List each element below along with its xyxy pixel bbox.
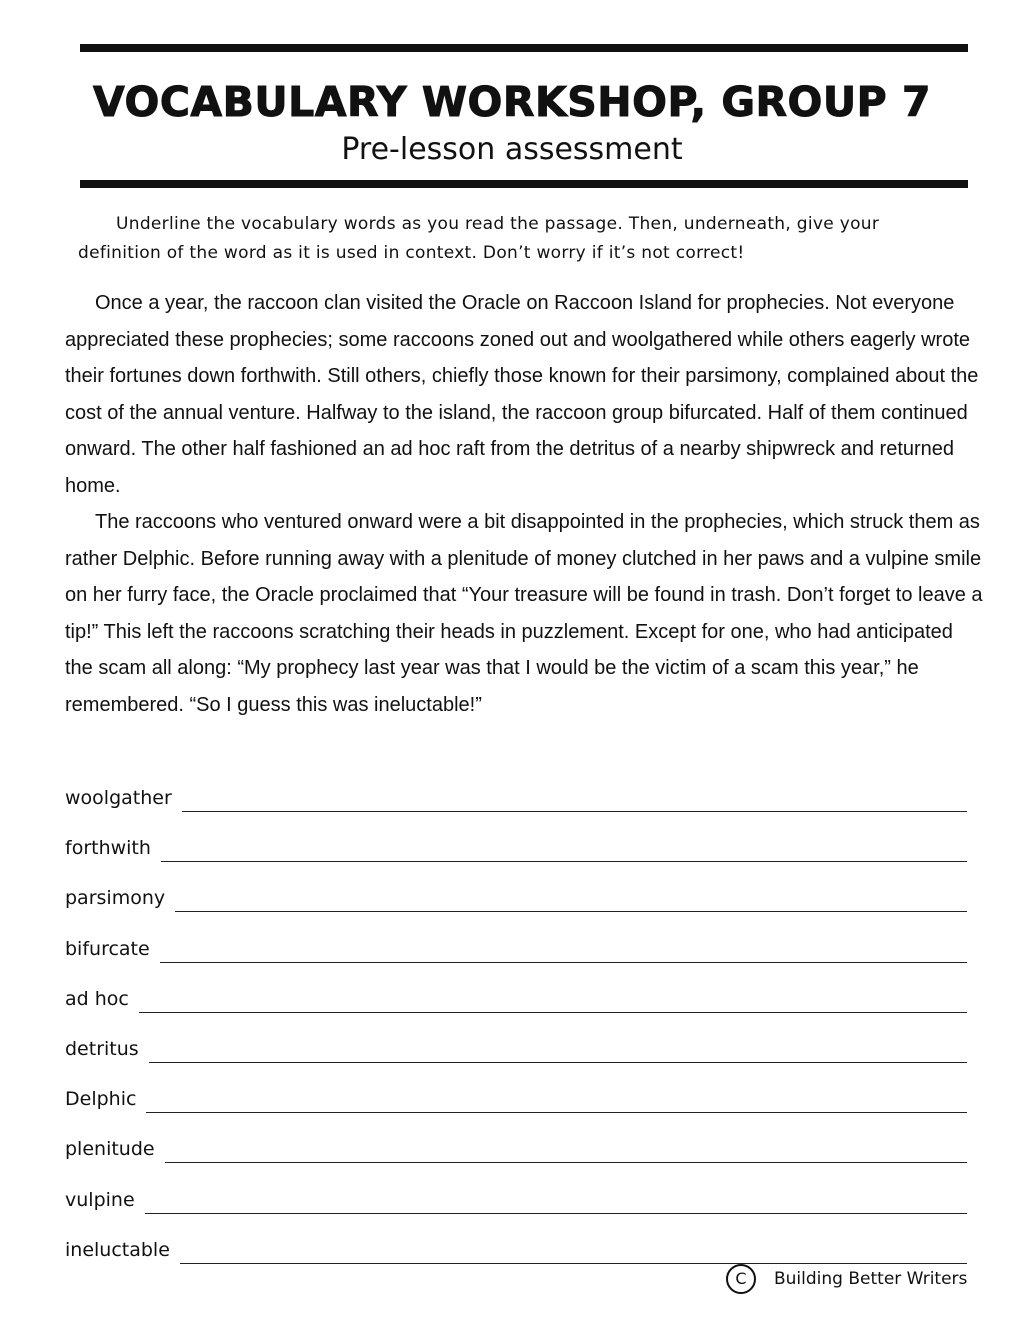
vocab-row-forthwith [65, 824, 975, 862]
reading-passage [65, 285, 983, 723]
definition-answer-line[interactable] [180, 1239, 967, 1264]
definition-answer-line[interactable] [182, 787, 967, 812]
definition-answer-line[interactable] [139, 988, 967, 1013]
definition-answer-line[interactable] [160, 938, 967, 963]
vocab-word: vulpine [65, 1188, 135, 1211]
instructions: Underline the vocabulary words as you read the passage. Then, underneath, give your definition of the word as it is used in context. Don’t worry if it’s not correct! [78, 214, 880, 263]
definition-answer-line[interactable] [146, 1088, 967, 1113]
definition-answer-line[interactable] [161, 837, 967, 862]
vocab-word: Delphic [65, 1088, 137, 1111]
passage-paragraph: Once a year, the raccoon clan visited the Oracle on Raccoon Island for prophecies. Not everyone appreciated these prophecies; some raccoons zoned out and woolgathered while others eagerly wrote their fortunes down forthwith. Still others, chiefly those known for their parsimony, complained about the cost of the annual venture. Halfway to the island, the raccoon group bifurcated. Half of them continued onward. The other half fashioned an ad hoc raft from the detritus of a nearby shipwreck and returned home. [65, 292, 979, 497]
definition-answer-line[interactable] [149, 1038, 967, 1063]
vocab-word: forthwith [65, 837, 151, 860]
vocab-word: parsimony [65, 887, 166, 910]
vocab-row-plenitude [65, 1125, 975, 1163]
vocab-row-woolgather [65, 774, 975, 812]
definition-answer-line[interactable] [175, 887, 967, 912]
vocab-row-delphic [65, 1075, 975, 1113]
header-bottom-rule [80, 180, 968, 188]
vocab-row-ineluctable [65, 1226, 975, 1264]
page-subtitle: Pre-lesson assessment [341, 132, 683, 167]
vocab-word: detritus [65, 1037, 139, 1060]
header-top-rule [80, 44, 968, 52]
vocab-word: plenitude [65, 1138, 155, 1161]
vocab-row-bifurcate [65, 925, 975, 963]
vocab-row-vulpine [65, 1176, 975, 1214]
vocab-row-parsimony [65, 874, 975, 912]
footer-credit [726, 1264, 967, 1294]
passage-paragraph: The raccoons who ventured onward were a bit disappointed in the prophecies, which struck them as rather Delphic. Before running away with a plenitude of money clutched in her paws and a vulpine smile on her furry face, the Oracle proclaimed that “Your treasure will be found in trash. Don’t forget to leave a tip!” This left the raccoons scratching their heads in puzzlement. Except for one, who had anticipated the scam all along: “My prophecy last year was that I would be the victim of a scam this year,” he remembered. “So I guess this was ineluctable!” [65, 511, 983, 716]
vocab-word: bifurcate [65, 937, 150, 960]
credit-text: Building Better Writers [774, 1269, 968, 1289]
page-title: VOCABULARY WORKSHOP, GROUP 7 [92, 78, 932, 126]
vocab-row-detritus [65, 1025, 975, 1063]
vocabulary-answer-list [65, 774, 975, 1276]
copyright-icon: C [726, 1264, 756, 1294]
vocab-row-ad-hoc [65, 975, 975, 1013]
definition-answer-line[interactable] [145, 1189, 967, 1214]
vocab-word: ad hoc [65, 987, 129, 1010]
definition-answer-line[interactable] [165, 1138, 967, 1163]
vocab-word: ineluctable [65, 1238, 170, 1261]
vocab-word: woolgather [65, 787, 172, 809]
